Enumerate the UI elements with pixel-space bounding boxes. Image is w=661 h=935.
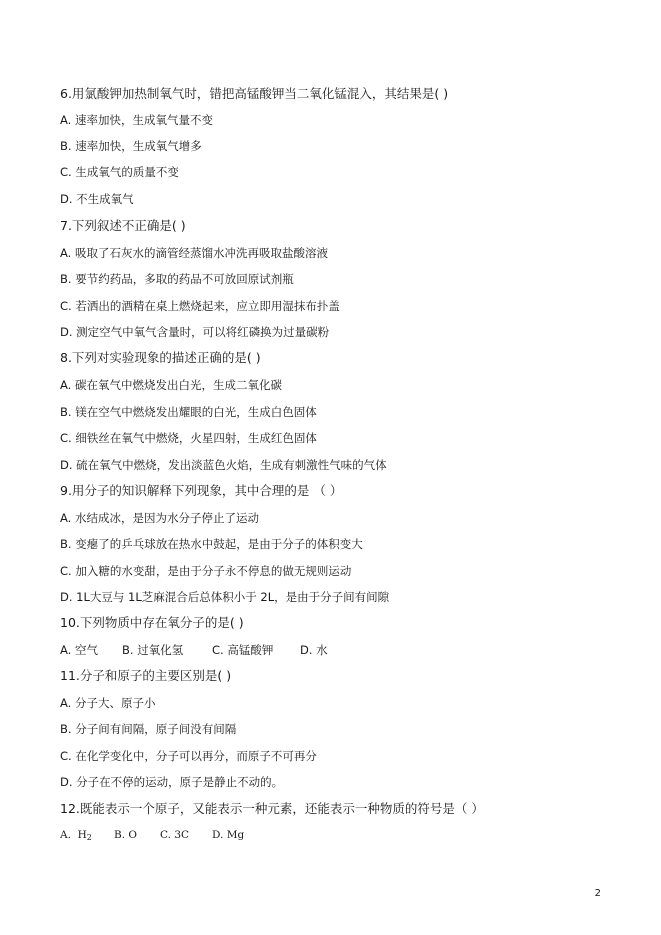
question-7-stem: 7.下列叙述不正确是( ) [60, 218, 186, 233]
question-6-option-a: A. 速率加快，生成氧气量不变 [60, 113, 213, 127]
question-7-option-d: D. 测定空气中氧气含量时，可以将红磷换为过量碳粉 [60, 325, 330, 339]
question-9-stem: 9.用分子的知识解释下列现象，其中合理的是 （ ） [60, 483, 343, 498]
question-7-option-b: B. 要节约药品，多取的药品不可放回原试剂瓶 [60, 272, 294, 286]
question-10-option-c: C. 高锰酸钾 [212, 643, 274, 657]
question-10-option-b: B. 过氧化氢 [122, 643, 184, 657]
question-10-option-d: D. 水 [300, 643, 328, 657]
question-11-option-c: C. 在化学变化中，分子可以再分，而原子不可再分 [60, 749, 317, 763]
question-12-stem: 12.既能表示一个原子，又能表示一种元素，还能表示一种物质的符号是（ ） [60, 801, 484, 816]
question-10-option-a: A. 空气 [60, 643, 98, 657]
question-12-option-c: C. 3C [160, 829, 190, 841]
page-number: 2 [594, 888, 601, 899]
question-8-stem: 8.下列对实验现象的描述正确的是( ) [60, 350, 261, 365]
question-6-option-c: C. 生成氧气的质量不变 [60, 165, 179, 179]
question-12-option-d: D. Mg [212, 829, 245, 841]
question-8-option-b: B. 镁在空气中燃烧发出耀眼的白光，生成白色固体 [60, 405, 317, 419]
question-10-stem: 10.下列物质中存在氧分子的是( ) [60, 615, 244, 630]
question-11-option-a: A. 分子大、原子小 [60, 696, 156, 710]
question-7-option-c: C. 若洒出的酒精在桌上燃烧起来，应立即用湿抹布扑盖 [60, 299, 340, 313]
question-9-option-c: C. 加入糖的水变甜，是由于分子永不停息的做无规则运动 [60, 564, 352, 578]
question-11-option-d: D. 分子在不停的运动，原子是静止不动的。 [60, 775, 284, 789]
question-8-option-c: C. 细铁丝在氧气中燃烧，火星四射，生成红色固体 [60, 431, 317, 445]
question-12-option-a: A. $H_2$ [60, 829, 92, 842]
question-7-option-a: A. 吸取了石灰水的滴管经蒸馏水冲洗再吸取盐酸溶液 [60, 246, 328, 260]
question-6-stem: 6.用氯酸钾加热制氧气时，错把高锰酸钾当二氧化锰混入，其结果是( ) [60, 86, 449, 101]
question-8-option-d: D. 硫在氧气中燃烧，发出淡蓝色火焰，生成有刺激性气味的气体 [60, 458, 387, 472]
question-6-option-d: D. 不生成氧气 [60, 192, 134, 206]
question-9-option-a: A. 水结成冰，是因为水分子停止了运动 [60, 511, 259, 525]
question-6-option-b: B. 速率加快，生成氧气增多 [60, 139, 202, 153]
question-9-option-d: D. 1L大豆与 1L芝麻混合后总体积小于 2L，是由于分子间有间隙 [60, 590, 390, 604]
question-9-option-b: B. 变瘪了的乒乓球放在热水中鼓起，是由于分子的体积变大 [60, 537, 363, 551]
question-12-option-b: B. O [114, 829, 137, 841]
question-11-option-b: B. 分子间有间隔，原子间没有间隔 [60, 722, 237, 736]
question-11-stem: 11.分子和原子的主要区别是( ) [60, 668, 232, 683]
question-8-option-a: A. 碳在氧气中燃烧发出白光，生成二氧化碳 [60, 378, 282, 392]
